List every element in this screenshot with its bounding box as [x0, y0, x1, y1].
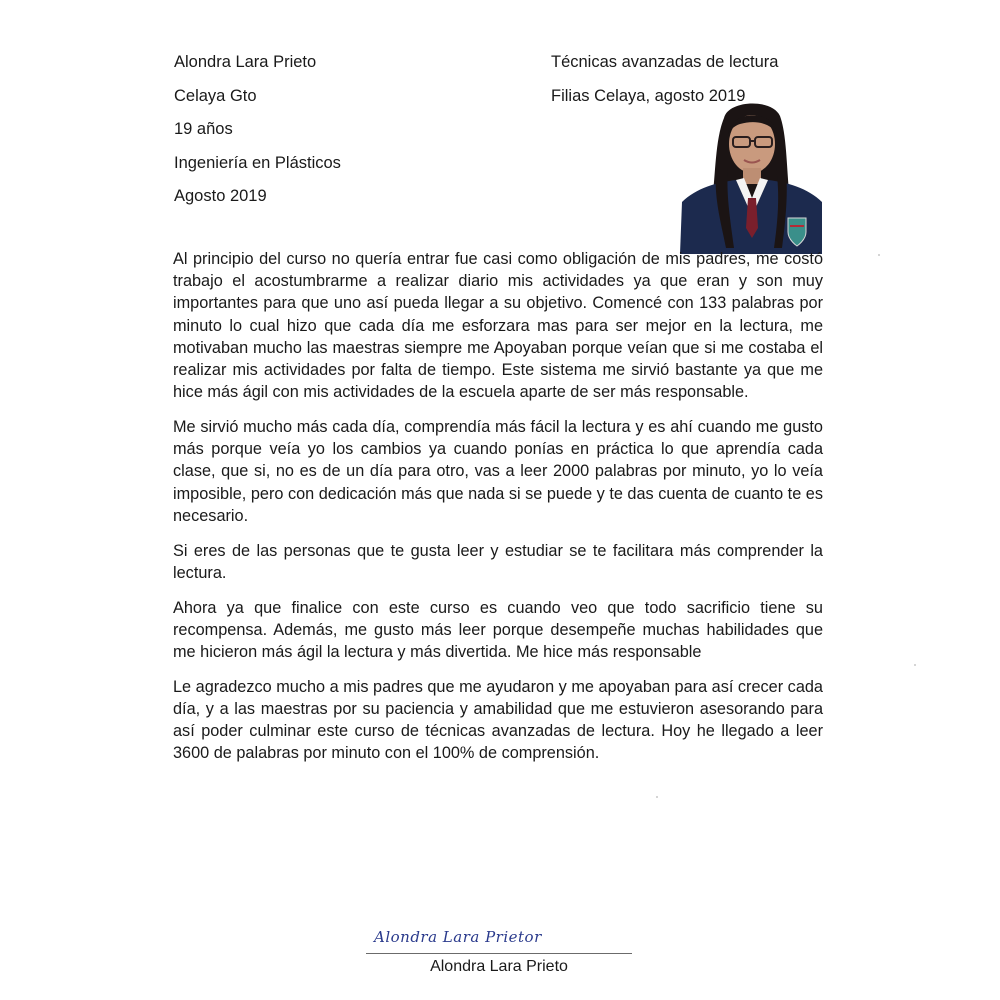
paragraph-2: Me sirvió mucho más cada día, comprendía más fácil la lectura y es ahí cuando me gusto más porque veía yo los cambios ya cuando ponías en práctica lo que aprendía cada clase, que si, no es de un día para otro, vas a leer 2000 palabras por minuto, yo lo veía imposible, pero con dedicación más que nada si se puede y te das cuenta de cuanto te es necesario.	[173, 418, 823, 525]
scan-speck	[878, 254, 880, 256]
scan-speck	[914, 664, 916, 666]
author-program: Ingeniería en Plásticos	[174, 153, 341, 172]
author-name: Alondra Lara Prieto	[174, 53, 317, 71]
author-age: 19 años	[174, 120, 233, 139]
signature-printed-name: Alondra Lara Prieto	[430, 958, 568, 975]
course-place-date: Filias Celaya, agosto 2019	[551, 86, 746, 105]
paragraph-3: Si eres de las personas que te gusta leer y estudiar se te facilitara más comprender la lectura.	[173, 541, 823, 582]
paragraph-1: Al principio del curso no quería entrar fue casi como obligación de mis padres, me costó trabajo el acostumbrarme a realizar diario mis actividades ya que eran y son muy importantes para que uno así pueda llegar a su objetivo. Comencé con 133 palabras por minuto lo cual hizo que cada día me esforzara mas para ser mejor en la lectura, me motivaban mucho las maestras siempre me Apoyaban porque veían que si me costaba el realizar mis actividades por falta de tiempo. Este sistema me sirvió bastante ya que me hice más ágil con mis actividades de la escuela aparte de ser más responsable.	[173, 250, 823, 402]
course-title: Técnicas avanzadas de lectura	[551, 53, 779, 71]
paragraph-5: Le agradezco mucho a mis padres que me ayudaron y me apoyaban para así crecer cada día, y a las maestras por su paciencia y amabilidad que me estuvieron asesorando para así poder culminar este curso de técnicas avanzadas de lectura. Hoy he llegado a leer 3600 de palabras por minuto con el 100% de comprensión.	[173, 677, 823, 763]
signature-block	[366, 922, 632, 982]
letter-body	[173, 248, 823, 777]
signature-line	[366, 953, 632, 954]
paragraph-4: Ahora ya que finalice con este curso es cuando veo que todo sacrificio tiene su recompensa. Además, me gusto más leer porque desempeñe muchas habilidades que me hicieron más ágil la lectura y más divertida. Me hice más responsable	[173, 598, 823, 662]
student-photo	[680, 98, 822, 254]
handwritten-signature: Alondra Lara Prietor	[374, 928, 542, 946]
author-date: Agosto 2019	[174, 187, 267, 206]
author-city: Celaya Gto	[174, 86, 257, 105]
author-info	[174, 46, 341, 214]
scan-speck	[656, 796, 658, 798]
